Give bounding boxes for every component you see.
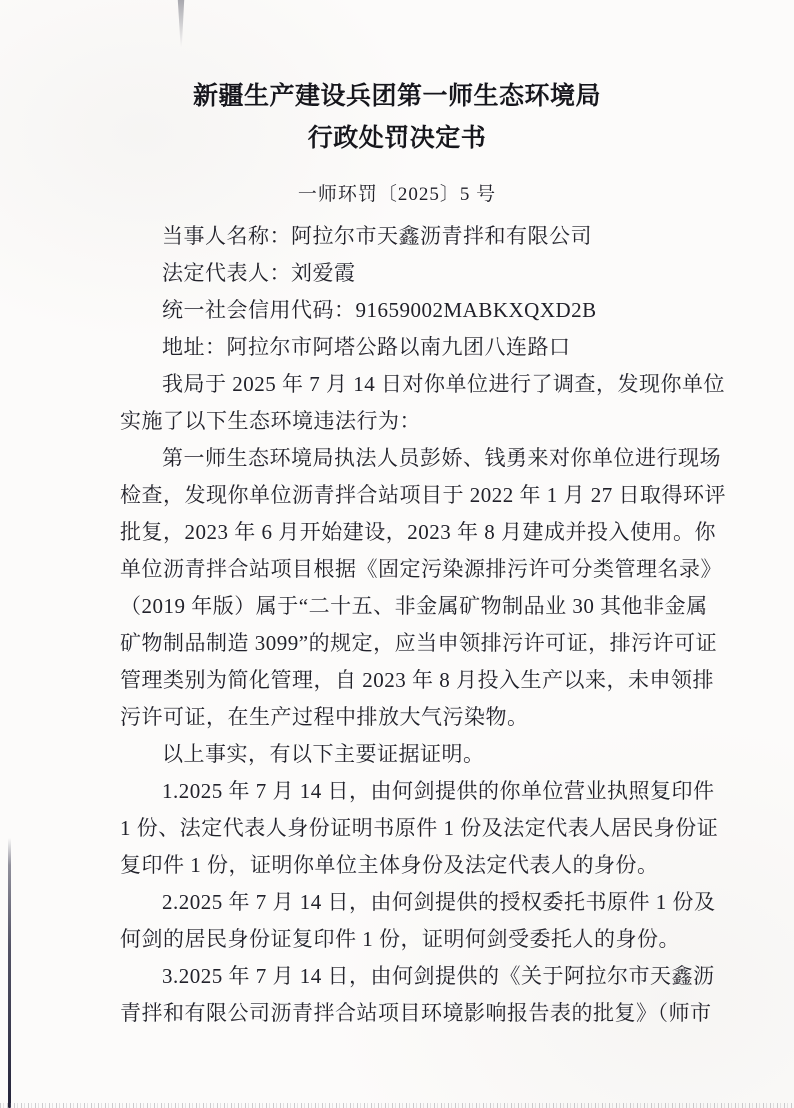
- document-line: 2.2025 年 7 月 14 日，由何剑提供的授权委托书原件 1 份及: [162, 890, 716, 914]
- document-line: 我局于 2025 年 7 月 14 日对你单位进行了调查，发现你单位: [162, 372, 725, 396]
- document-line: 批复，2023 年 6 月开始建设，2023 年 8 月建成并投入使用。你: [120, 520, 716, 544]
- document-line: 实施了以下生态环境违法行为：: [120, 409, 421, 433]
- document-line: 1 份、法定代表人身份证明书原件 1 份及法定代表人居民身份证: [120, 816, 719, 840]
- document-line: 第一师生态环境局执法人员彭娇、钱勇来对你单位进行现场: [162, 446, 721, 470]
- document-line: 1.2025 年 7 月 14 日，由何剑提供的你单位营业执照复印件: [162, 779, 715, 803]
- document-line: 统一社会信用代码：91659002MABKXQXD2B: [162, 298, 597, 322]
- document-line: 何剑的居民身份证复印件 1 份，证明何剑受委托人的身份。: [120, 927, 680, 951]
- scan-edge-line-left: [8, 838, 11, 1108]
- document-line: 以上事实，有以下主要证据证明。: [162, 742, 485, 766]
- document-title: [0, 76, 794, 160]
- document-line: 法定代表人：刘爱霞: [162, 261, 356, 285]
- document-line: 单位沥青拌合站项目根据《固定污染源排污许可分类管理名录》: [120, 557, 722, 581]
- document-line: 污许可证，在生产过程中排放大气污染物。: [120, 705, 529, 729]
- document-line: 当事人名称：阿拉尔市天鑫沥青拌和有限公司: [162, 224, 592, 248]
- document-line: 矿物制品制造 3099”的规定，应当申领排污许可证，排污许可证: [120, 631, 718, 655]
- document-number: 一师环罚〔2025〕5 号: [297, 184, 497, 205]
- document-line: 复印件 1 份，证明你单位主体身份及法定代表人的身份。: [120, 853, 659, 877]
- title-document-type: 行政处罚决定书: [307, 125, 487, 152]
- document-line: （2019 年版）属于“二十五、非金属矿物制品业 30 其他非金属: [120, 594, 708, 618]
- scan-noise-bottom: [0, 1103, 794, 1108]
- document-line: 检查，发现你单位沥青拌合站项目于 2022 年 1 月 27 日取得环评: [120, 483, 726, 507]
- document-line: 管理类别为简化管理，自 2023 年 8 月投入生产以来，未申领排: [120, 668, 714, 692]
- scan-smudge-artifact: [177, 0, 185, 47]
- document-line: 3.2025 年 7 月 14 日，由何剑提供的《关于阿拉尔市天鑫沥: [162, 964, 715, 988]
- title-issuing-authority: 新疆生产建设兵团第一师生态环境局: [192, 83, 601, 110]
- document-line: 青拌和有限公司沥青拌合站项目环境影响报告表的批复》（师市: [120, 1001, 712, 1025]
- document-body: [120, 218, 726, 1032]
- document-line: 地址：阿拉尔市阿塔公路以南九团八连路口: [162, 335, 571, 359]
